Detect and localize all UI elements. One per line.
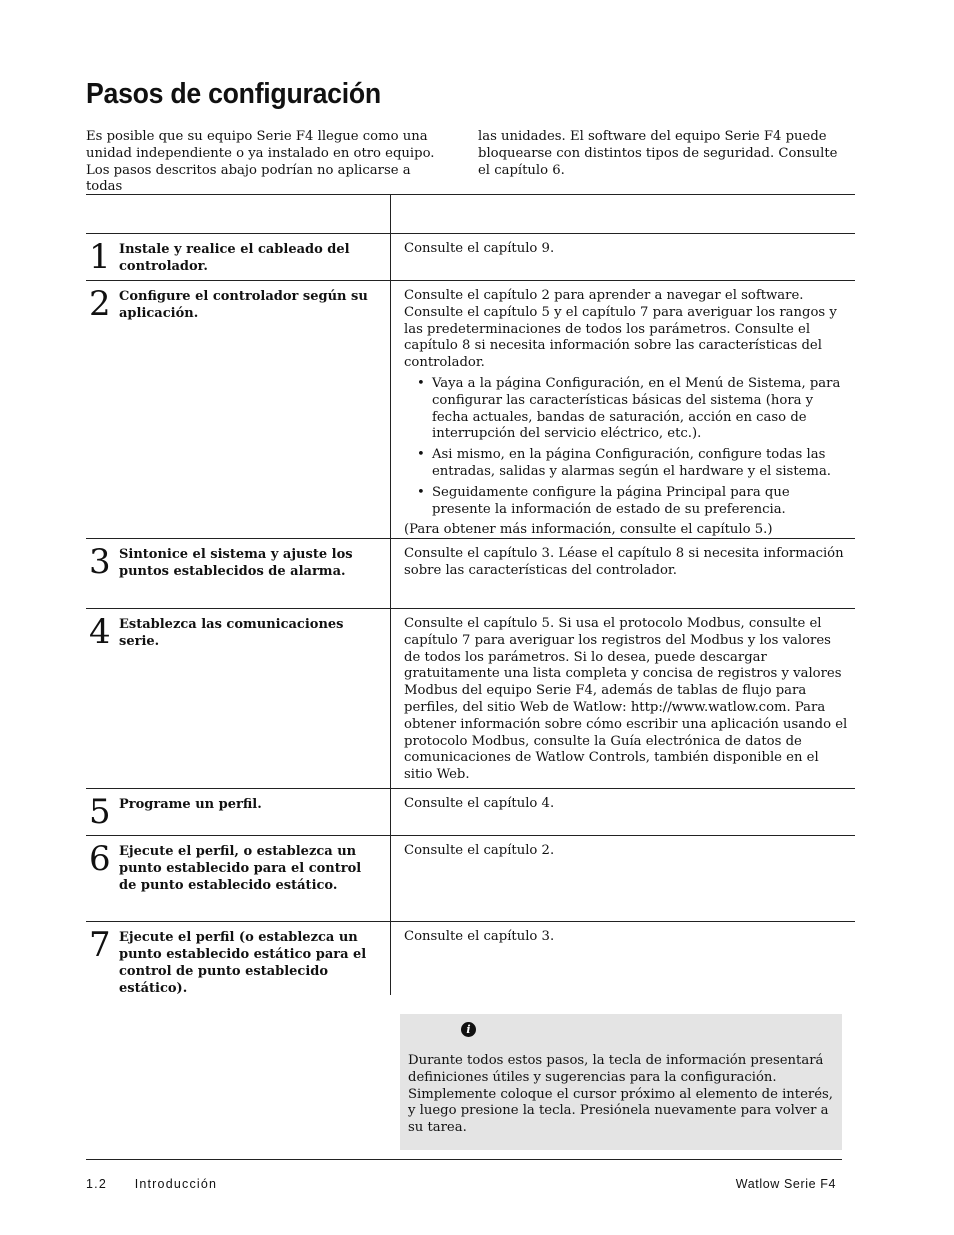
info-note-box <box>400 1014 842 1150</box>
step-info-text: Consulte el capítulo 4. <box>404 796 555 811</box>
table-row <box>86 234 855 281</box>
page-title: Pasos de configuración <box>86 78 381 110</box>
step-number: 3 <box>89 542 111 582</box>
footer-left <box>86 1177 217 1191</box>
step-cell <box>86 281 390 538</box>
step-cell <box>86 922 390 995</box>
info-icon: i <box>461 1022 476 1037</box>
info-note-text: Durante todos estos pasos, la tecla de información presentará definiciones útiles y sugerencias para la configuración. Simplemente coloque el cursor próximo al elemento de interés, y luego presione la tecla. Presiónela nuevamente para volver a su tarea. <box>408 1053 833 1136</box>
page-number: 1.2 <box>86 1177 107 1191</box>
step-number: 1 <box>89 237 111 277</box>
table-row <box>86 609 855 789</box>
step-cell <box>86 789 390 835</box>
step-info <box>390 609 855 788</box>
step-text: Establezca las comunicaciones serie. <box>119 617 344 649</box>
footer-product: Watlow Serie F4 <box>735 1177 836 1191</box>
table-row <box>86 539 855 609</box>
step-number: 7 <box>89 925 111 965</box>
step-info <box>390 281 855 538</box>
step-bullet-list <box>404 376 850 518</box>
table-row <box>86 281 855 539</box>
step-number: 2 <box>89 284 111 324</box>
steps-table <box>86 194 855 995</box>
table-row <box>86 789 855 836</box>
table-header <box>86 194 855 234</box>
step-info-text: Consulte el capítulo 2 para aprender a navegar el software. Consulte el capítulo 5 y el capítulo 7 para averiguar los rangos y las predeterminaciones de todos los parámetros. Consulte el capítulo 8 si necesita información sobre las características del controlador. <box>404 288 837 371</box>
step-text: Ejecute el perfil, o establezca un punto establecido para el control de punto establecido estático. <box>119 844 362 893</box>
step-cell <box>86 836 390 921</box>
step-cell <box>86 234 390 280</box>
step-info <box>390 789 855 835</box>
table-row <box>86 922 855 995</box>
list-item: • Vaya a la página Configuración, en el Menú de Sistema, para configurar las características básicas del sistema (hora y fecha actuales, bandas de saturación, acción en caso de interrupción del servicio eléctrico, etc.). <box>432 376 850 443</box>
step-text: Sintonice el sistema y ajuste los puntos establecidos de alarma. <box>119 547 353 579</box>
list-item: • Seguidamente configure la página Principal para que presente la información de estado de su preferencia. <box>432 485 850 519</box>
step-number: 5 <box>89 792 111 832</box>
step-info <box>390 539 855 608</box>
step-text: Programe un perfil. <box>119 797 262 812</box>
step-text: Ejecute el perfil (o establezca un punto establecido estático para el control de punto establecido estático). <box>119 930 367 996</box>
step-number: 6 <box>89 839 111 879</box>
step-info-text: Consulte el capítulo 2. <box>404 843 555 858</box>
intro-text-left: Es posible que su equipo Serie F4 llegue como una unidad independiente o ya instalado en otro equipo. Los pasos descritos abajo podrían no aplicarse a todas <box>86 129 435 195</box>
step-info <box>390 836 855 921</box>
step-cell <box>86 609 390 788</box>
step-info-text: Consulte el capítulo 3. Léase el capítulo 8 si necesita información sobre las características del controlador. <box>404 546 844 578</box>
step-info-note: (Para obtener más información, consulte el capítulo 5.) <box>404 522 773 538</box>
list-item: • Asi mismo, en la página Configuración, configure todas las entradas, salidas y alarmas según el hardware y el sistema. <box>432 447 850 481</box>
step-number: 4 <box>89 612 111 652</box>
step-info-text: Consulte el capítulo 3. <box>404 929 555 944</box>
step-info <box>390 234 855 280</box>
chapter-name: Introducción <box>134 1177 218 1191</box>
step-info-text: Consulte el capítulo 9. <box>404 241 555 256</box>
intro-text-right: las unidades. El software del equipo Serie F4 puede bloquearse con distintos tipos de seguridad. Consulte el capítulo 6. <box>478 129 838 178</box>
step-text: Configure el controlador según su aplicación. <box>119 289 368 321</box>
table-row <box>86 836 855 922</box>
step-text: Instale y realice el cableado del controlador. <box>119 242 350 274</box>
footer-divider <box>86 1159 842 1160</box>
step-cell <box>86 539 390 608</box>
step-info <box>390 922 855 995</box>
step-info-text: Consulte el capítulo 5. Si usa el protocolo Modbus, consulte el capítulo 7 para averiguar los registros del Modbus y los valores de todos los parámetros. Si lo desea, puede descargar gratuitamente una lista completa y concisa de registros y valores Modbus del equipo Serie F4, además de tablas de flujo para perfiles, del sitio Web de Watlow: http://www.watlow.com. Para obtener información sobre cómo escribir una aplicación usando el protocolo Modbus, consulte la Guía electrónica de datos de comunicaciones de Watlow Controls, también disponible en el sitio Web. <box>404 616 848 783</box>
